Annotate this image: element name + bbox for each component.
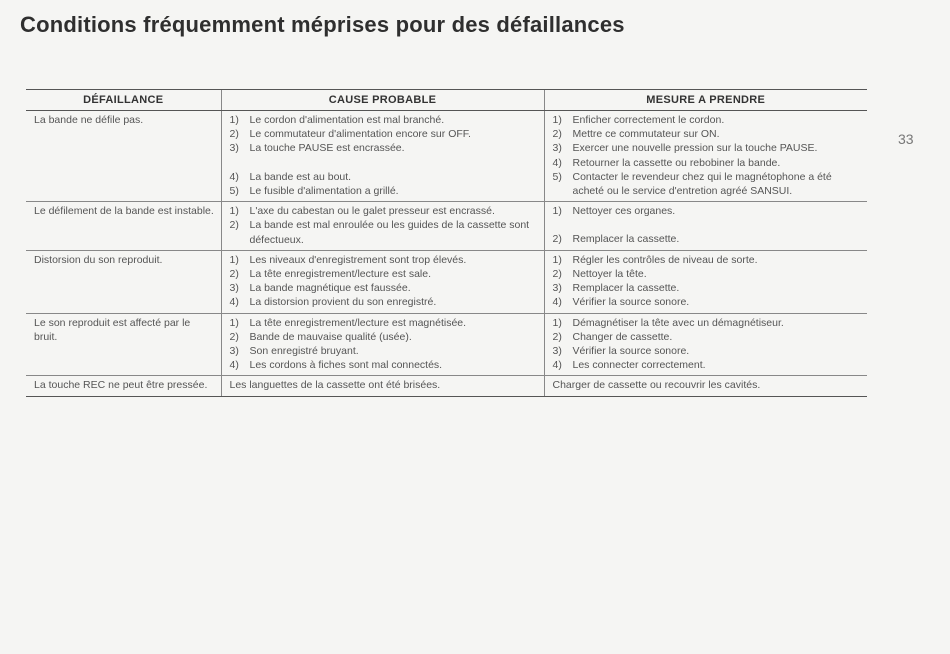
fault-cell: Le défilement de la bande est instable. [26,202,221,251]
item-text: L'axe du cabestan ou le galet presseur est encrassé. [249,205,495,218]
cause-cell [221,111,544,202]
item-text: La distorsion provient du son enregistré. [249,296,437,309]
fault-cell: La touche REC ne peut être pressée. [26,376,221,396]
troubleshooting-table [26,89,867,397]
item-number: 3) [229,142,239,155]
item-text: Nettoyer la tête. [572,268,647,281]
header-fault: DÉFAILLANCE [26,90,221,111]
cause-item [230,344,538,358]
table-header-row [26,90,867,111]
item-text: La tête enregistrement/lecture est magnétisée. [249,316,467,329]
cause-item [230,141,538,155]
item-text: Changer de cassette. [572,330,673,343]
item-text: Enficher correctement le cordon. [572,114,725,126]
item-number: 4) [229,296,239,309]
item-number: 5) [552,170,562,183]
cause-text: Les languettes de la cassette ont été brisées. [229,379,441,392]
item-text: Les niveaux d'enregistrement sont trop élevés. [249,253,467,266]
item-number: 2) [229,219,239,232]
cause-item [230,267,538,281]
table-row [26,313,867,376]
item-text: La bande est mal enroulée ou les guides de la cassette sont défectueux. [249,219,530,246]
page-title: Conditions fréquemment méprises pour des défaillances [20,12,625,37]
item-number: 2) [229,128,239,141]
cause-item [230,113,538,127]
item-number: 4) [229,170,239,183]
item-number: 4) [552,156,562,169]
item-number: 1) [229,205,239,218]
table-row [26,376,867,396]
item-number: 1) [552,205,562,218]
item-text: Les cordons à fiches sont mal connectés. [249,359,443,372]
item-number: 2) [229,268,239,281]
cause-item [230,204,538,218]
cause-item [230,295,538,309]
cause-item [230,127,538,141]
remedy-item [553,204,862,218]
remedy-cell [544,313,867,376]
cause-item [230,330,538,344]
item-number: 1) [229,114,239,126]
item-text: Exercer une nouvelle pression sur la touche PAUSE. [572,142,818,155]
item-text: La bande est au bout. [249,170,352,183]
item-text: Mettre ce commutateur sur ON. [572,128,720,141]
item-number: 4) [552,296,562,309]
item-number: 3) [552,142,562,155]
item-text: Régler les contrôles de niveau de sorte. [572,253,758,266]
item-text: Le cordon d'alimentation est mal branché. [249,114,445,126]
item-number: 4) [552,359,562,372]
item-text: La bande magnétique est faussée. [249,282,411,295]
item-text: La tête enregistrement/lecture est sale. [249,268,432,281]
remedy-cell [544,250,867,313]
cause-item [230,170,538,184]
remedy-item [553,253,862,267]
item-text: Bande de mauvaise qualité (usée). [249,330,412,343]
remedy-item [553,113,862,127]
header-cause: CAUSE PROBABLE [221,90,544,111]
item-number: 1) [229,253,239,266]
cause-item [230,316,538,330]
item-text: La touche PAUSE est encrassée. [249,142,405,155]
fault-cell: La bande ne défile pas. [26,111,221,202]
cause-cell [221,202,544,251]
table-row [26,111,867,202]
item-number: 3) [229,282,239,295]
item-text: Vérifier la source sonore. [572,296,690,309]
remedy-item [553,295,862,309]
item-text: Le fusible d'alimentation a grillé. [249,184,399,197]
table-row [26,202,867,251]
table-row [26,250,867,313]
item-number: 1) [229,316,239,329]
item-text: Son enregistré bruyant. [249,345,359,358]
cause-item [230,358,538,372]
remedy-item [553,267,862,281]
remedy-cell [544,111,867,202]
item-number: 2) [552,233,562,246]
remedy-item [553,316,862,330]
cause-item [230,281,538,295]
item-text: Le commutateur d'alimentation encore sur OFF. [249,128,471,141]
item-text: Nettoyer ces organes. [572,205,676,218]
item-text: Remplacer la cassette. [572,282,680,295]
item-text: Vérifier la source sonore. [572,345,690,358]
remedy-item [553,141,862,155]
remedy-text: Charger de cassette ou recouvrir les cavités. [552,379,761,392]
cause-cell [221,313,544,376]
remedy-item [553,330,862,344]
remedy-item [553,232,862,246]
item-number: 2) [552,330,562,343]
remedy-item [553,127,862,141]
cause-cell [221,250,544,313]
cause-item [230,253,538,267]
item-text: Remplacer la cassette. [572,233,680,246]
item-number: 1) [552,114,562,126]
item-text: Démagnétiser la tête avec un démagnétiseur. [572,316,784,329]
remedy-item [553,281,862,295]
header-remedy: MESURE A PRENDRE [544,90,867,111]
item-number: 3) [552,282,562,295]
remedy-cell [544,202,867,251]
remedy-item [553,170,862,198]
item-number: 3) [552,345,562,358]
item-number: 2) [229,330,239,343]
item-number: 1) [552,253,562,266]
fault-cell: Distorsion du son reproduit. [26,250,221,313]
item-text: Les connecter correctement. [572,359,706,372]
cause-item [230,218,538,246]
item-number: 1) [552,316,562,329]
remedy-cell [544,376,867,396]
item-number: 3) [229,345,239,358]
fault-cell: Le son reproduit est affecté par le bruit. [26,313,221,376]
item-text: Contacter le revendeur chez qui le magnétophone a été acheté ou le service d'entretion agréé SANSUI. [572,170,832,198]
remedy-item [553,156,862,170]
cause-cell [221,376,544,396]
item-text: Retourner la cassette ou rebobiner la bande. [572,156,781,169]
item-number: 2) [552,128,562,141]
cause-item [230,184,538,198]
page-number: 33 [898,131,914,147]
item-number: 2) [552,268,562,281]
remedy-item [553,358,862,372]
remedy-item [553,344,862,358]
item-number: 5) [229,184,239,197]
item-number: 4) [229,359,239,372]
